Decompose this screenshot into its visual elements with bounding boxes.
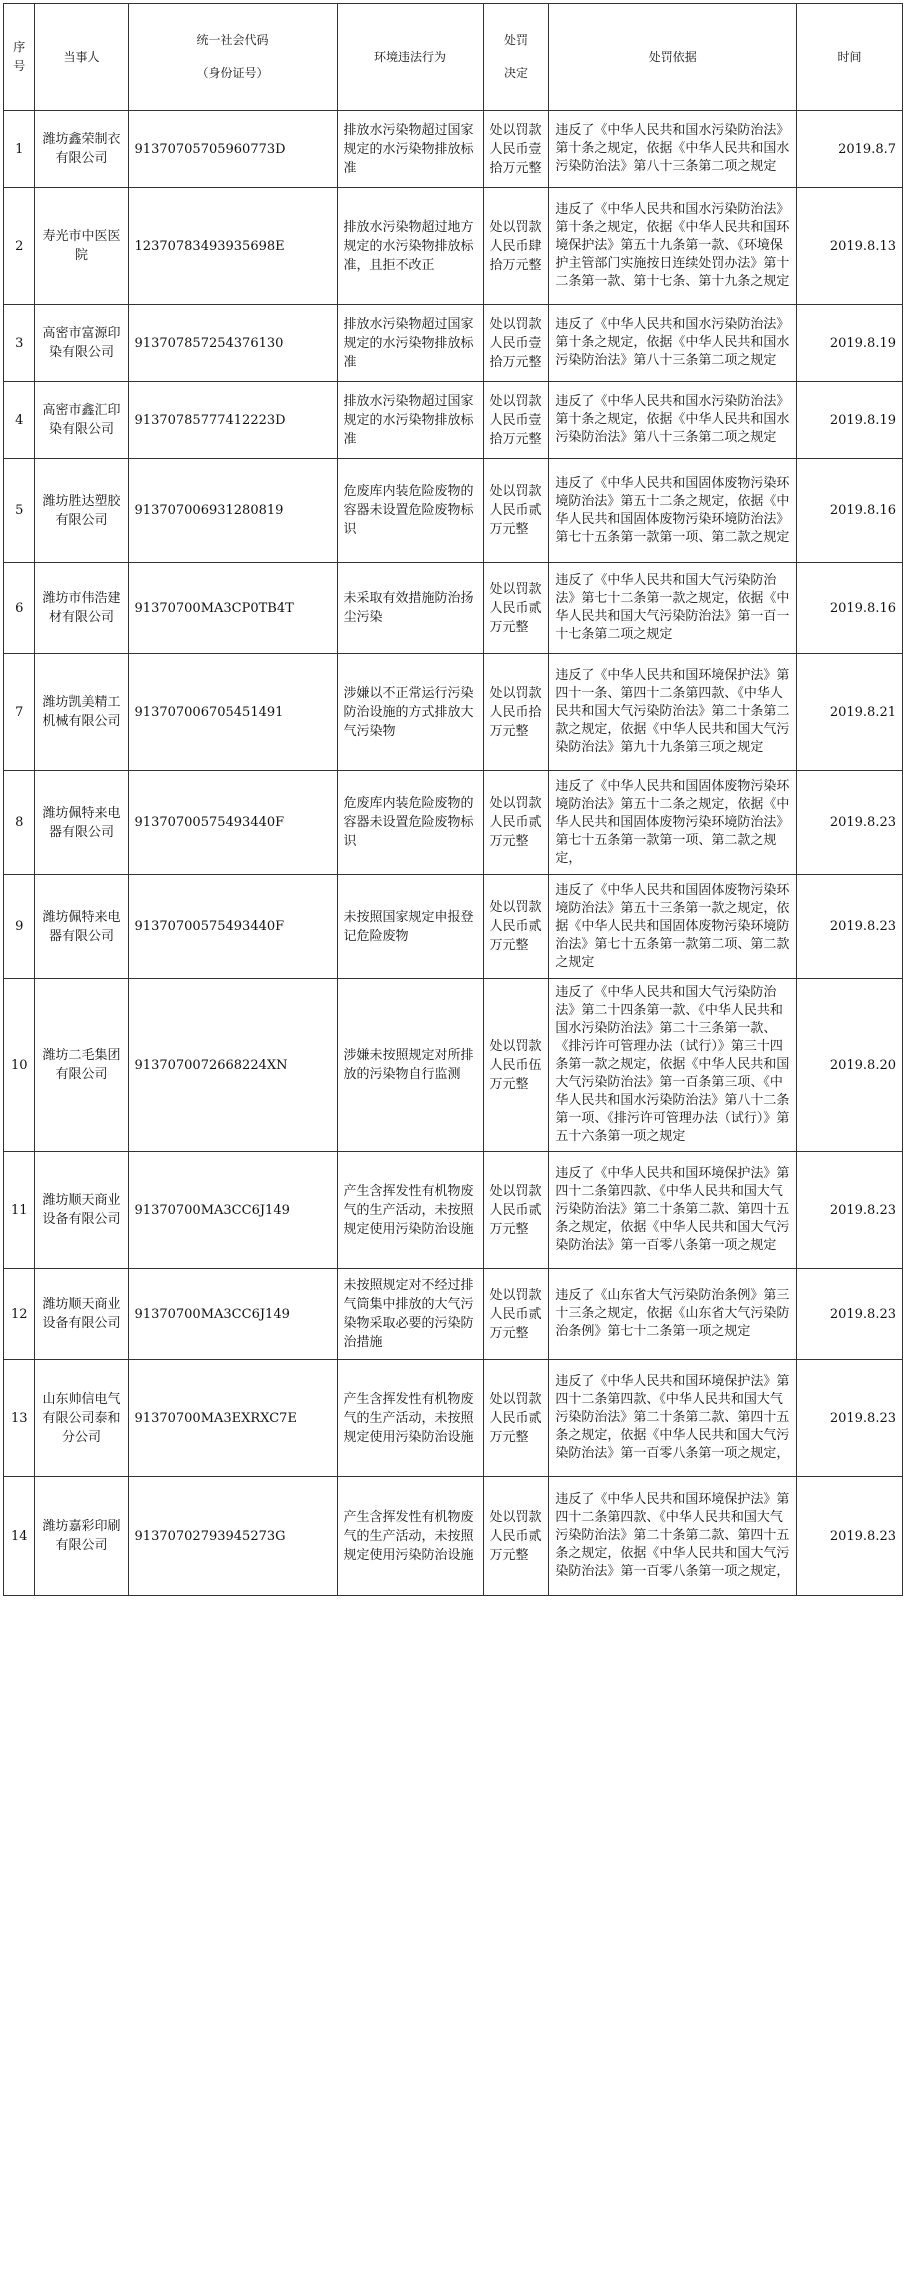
cell-date: 2019.8.23: [797, 1477, 903, 1596]
cell-date: 2019.8.20: [797, 979, 903, 1152]
cell-basis: 违反了《中华人民共和国水污染防治法》第十条之规定，依据《中华人民共和国水污染防治法》第八十三条第二项之规定: [549, 111, 797, 188]
cell-behavior: 排放水污染物超过国家规定的水污染物排放标准: [337, 382, 483, 459]
cell-date: 2019.8.23: [797, 771, 903, 875]
cell-date: 2019.8.23: [797, 1360, 903, 1477]
cell-no: 10: [4, 979, 35, 1152]
cell-behavior: 排放水污染物超过国家规定的水污染物排放标准: [337, 111, 483, 188]
cell-behavior: 产生含挥发性有机物废气的生产活动，未按照规定使用污染防治设施: [337, 1152, 483, 1269]
cell-basis: 违反了《中华人民共和国环境保护法》第四十二条第四款、《中华人民共和国大气污染防治法》第二十条第二款、第四十五条之规定，依据《中华人民共和国大气污染防治法》第一百零八条第一项之规定，: [549, 1360, 797, 1477]
cell-basis: 违反了《中华人民共和国环境保护法》第四十一条、第四十二条第四款、《中华人民共和国大气污染防治法》第二十条第二款之规定，依据《中华人民共和国大气污染防治法》第九十九条第三项之规定: [549, 654, 797, 771]
cell-no: 13: [4, 1360, 35, 1477]
cell-code: 91370705705960773D: [128, 111, 337, 188]
cell-no: 4: [4, 382, 35, 459]
cell-no: 14: [4, 1477, 35, 1596]
header-penalty-line1: 处罚: [503, 33, 528, 47]
cell-code: 12370783493935698E: [128, 188, 337, 305]
cell-code: 91370700MA3CP0TB4T: [128, 563, 337, 654]
cell-basis: 违反了《中华人民共和国水污染防治法》第十条之规定，依据《中华人民共和国水污染防治法》第八十三条第二项之规定: [549, 382, 797, 459]
cell-date: 2019.8.23: [797, 1152, 903, 1269]
cell-penalty: 处以罚款人民币伍万元整: [483, 979, 549, 1152]
cell-behavior: 涉嫌未按照规定对所排放的污染物自行监测: [337, 979, 483, 1152]
cell-party: 潍坊佩特来电器有限公司: [35, 771, 128, 875]
cell-penalty: 处以罚款人民币贰万元整: [483, 459, 549, 563]
cell-code: 91370700MA3CC6J149: [128, 1269, 337, 1360]
cell-code: 91370700726682​24XN: [128, 979, 337, 1152]
table-row: [4, 1269, 903, 1360]
cell-code: 91370785777412223D: [128, 382, 337, 459]
cell-date: 2019.8.21: [797, 654, 903, 771]
cell-basis: 违反了《中华人民共和国环境保护法》第四十二条第四款、《中华人民共和国大气污染防治法》第二十条第二款、第四十五条之规定，依据《中华人民共和国大气污染防治法》第一百零八条第一项之规定: [549, 1152, 797, 1269]
cell-behavior: 涉嫌以不正常运行污染防治设施的方式排放大气污染物: [337, 654, 483, 771]
cell-basis: 违反了《中华人民共和国水污染防治法》第十条之规定，依据《中华人民共和国环境保护法》第五十九条第一款、《环境保护主管部门实施按日连续处罚办法》第十二条第一款、第十七条、第十九条之规定: [549, 188, 797, 305]
table-row: [4, 459, 903, 563]
cell-no: 2: [4, 188, 35, 305]
cell-code: 91370700MA3EXRXC7E: [128, 1360, 337, 1477]
cell-party: 潍坊凯美精工机械有限公司: [35, 654, 128, 771]
penalty-table: [3, 3, 903, 1596]
cell-basis: 违反了《中华人民共和国大气污染防治法》第七十二条第一款之规定，依据《中华人民共和国大气污染防治法》第一百一十七条第二项之规定: [549, 563, 797, 654]
cell-date: 2019.8.19: [797, 305, 903, 382]
cell-no: 9: [4, 875, 35, 979]
cell-date: 2019.8.7: [797, 111, 903, 188]
cell-party: 潍坊二毛集团有限公司: [35, 979, 128, 1152]
cell-code: 913707857254376130: [128, 305, 337, 382]
cell-party: 潍坊顺天商业设备有限公司: [35, 1152, 128, 1269]
cell-party: 潍坊佩特来电器有限公司: [35, 875, 128, 979]
table-row: [4, 563, 903, 654]
cell-code: 913707006705451491: [128, 654, 337, 771]
cell-behavior: 排放水污染物超过国家规定的水污染物排放标准: [337, 305, 483, 382]
header-code-line2: （身份证号）: [196, 66, 269, 80]
cell-no: 11: [4, 1152, 35, 1269]
header-code: [128, 4, 337, 111]
header-code-line1: 统一社会代码: [196, 33, 269, 47]
cell-party: 潍坊嘉彩印刷有限公司: [35, 1477, 128, 1596]
cell-party: 潍坊鑫荣制衣有限公司: [35, 111, 128, 188]
table-row: [4, 382, 903, 459]
cell-basis: 违反了《中华人民共和国大气污染防治法》第二十四条第一款、《中华人民共和国水污染防治法》第二十三条第一款、《排污许可管理办法（试行）》第三十四条第一款之规定，依据《中华人民共和国大气污染防治法》第一百条第三项、《中华人民共和国水污染防治法》第八十二条第一项、《排污许可管理办法（试行）》第五十六条第一项之规定: [549, 979, 797, 1152]
cell-penalty: 处以罚款人民币贰万元整: [483, 1152, 549, 1269]
table-row: [4, 1360, 903, 1477]
cell-behavior: 未采取有效措施防治扬尘污染: [337, 563, 483, 654]
header-row: [4, 4, 903, 111]
cell-date: 2019.8.23: [797, 1269, 903, 1360]
table-row: [4, 305, 903, 382]
table-row: [4, 111, 903, 188]
cell-penalty: 处以罚款人民币壹拾万元整: [483, 111, 549, 188]
cell-no: 3: [4, 305, 35, 382]
table-row: [4, 1477, 903, 1596]
cell-penalty: 处以罚款人民币贰万元整: [483, 1269, 549, 1360]
cell-penalty: 处以罚款人民币拾万元整: [483, 654, 549, 771]
table-row: [4, 1152, 903, 1269]
cell-penalty: 处以罚款人民币壹拾万元整: [483, 305, 549, 382]
cell-behavior: 未按照国家规定申报登记危险废物: [337, 875, 483, 979]
cell-basis: 违反了《中华人民共和国环境保护法》第四十二条第四款、《中华人民共和国大气污染防治法》第二十条第二款、第四十五条之规定，依据《中华人民共和国大气污染防治法》第一百零八条第一项之规定，: [549, 1477, 797, 1596]
cell-date: 2019.8.16: [797, 459, 903, 563]
cell-party: 寿光市中医医院: [35, 188, 128, 305]
cell-no: 5: [4, 459, 35, 563]
cell-no: 8: [4, 771, 35, 875]
header-no: 序号: [4, 4, 35, 111]
cell-behavior: 排放水污染物超过地方规定的水污染物排放标准，且拒不改正: [337, 188, 483, 305]
cell-penalty: 处以罚款人民币肆拾万元整: [483, 188, 549, 305]
header-penalty: [483, 4, 549, 111]
cell-date: 2019.8.16: [797, 563, 903, 654]
cell-penalty: 处以罚款人民币壹拾万元整: [483, 382, 549, 459]
cell-no: 1: [4, 111, 35, 188]
cell-penalty: 处以罚款人民币贰万元整: [483, 1477, 549, 1596]
cell-code: 913707006931280819: [128, 459, 337, 563]
header-party: 当事人: [35, 4, 128, 111]
cell-basis: 违反了《中华人民共和国固体废物污染环境防治法》第五十二条之规定，依据《中华人民共和国固体废物污染环境防治法》第七十五条第一款第一项、第二款之规定: [549, 459, 797, 563]
cell-behavior: 产生含挥发性有机物废气的生产活动，未按照规定使用污染防治设施: [337, 1360, 483, 1477]
table-row: [4, 875, 903, 979]
cell-party: 潍坊顺天商业设备有限公司: [35, 1269, 128, 1360]
cell-party: 高密市富源印染有限公司: [35, 305, 128, 382]
cell-no: 6: [4, 563, 35, 654]
table-row: [4, 654, 903, 771]
header-behavior: 环境违法行为: [337, 4, 483, 111]
cell-penalty: 处以罚款人民币贰万元整: [483, 563, 549, 654]
cell-party: 山东帅信电气有限公司泰和分公司: [35, 1360, 128, 1477]
cell-behavior: 未按照规定对不经过排气筒集中排放的大气污染物采取必要的污染防治措施: [337, 1269, 483, 1360]
cell-code: 91370700575493440F: [128, 875, 337, 979]
cell-code: 91370700575493440F: [128, 771, 337, 875]
header-basis: 处罚依据: [549, 4, 797, 111]
cell-date: 2019.8.23: [797, 875, 903, 979]
cell-behavior: 产生含挥发性有机物废气的生产活动，未按照规定使用污染防治设施: [337, 1477, 483, 1596]
table-row: [4, 188, 903, 305]
cell-no: 12: [4, 1269, 35, 1360]
cell-basis: 违反了《山东省大气污染防治条例》第三十三条之规定，依据《山东省大气污染防治条例》第七十二条第一项之规定: [549, 1269, 797, 1360]
cell-penalty: 处以罚款人民币贰万元整: [483, 875, 549, 979]
header-date: 时间: [797, 4, 903, 111]
header-penalty-line2: 决定: [503, 66, 528, 80]
cell-penalty: 处以罚款人民币贰万元整: [483, 771, 549, 875]
cell-basis: 违反了《中华人民共和国固体废物污染环境防治法》第五十二条之规定，依据《中华人民共和国固体废物污染环境防治法》第七十五条第一款第一项、第二款之规定，: [549, 771, 797, 875]
table-row: [4, 771, 903, 875]
cell-basis: 违反了《中华人民共和国水污染防治法》第十条之规定，依据《中华人民共和国水污染防治法》第八十三条第二项之规定: [549, 305, 797, 382]
cell-behavior: 危废库内装危险废物的容器未设置危险废物标识: [337, 771, 483, 875]
cell-no: 7: [4, 654, 35, 771]
cell-party: 高密市鑫汇印染有限公司: [35, 382, 128, 459]
cell-code: 91370700MA3CC6J149: [128, 1152, 337, 1269]
cell-penalty: 处以罚款人民币贰万元整: [483, 1360, 549, 1477]
cell-basis: 违反了《中华人民共和国固体废物污染环境防治法》第五十三条第一款之规定，依据《中华人民共和国固体废物污染环境防治法》第七十五条第一款第二项、第二款之规定: [549, 875, 797, 979]
cell-party: 潍坊胜达塑胶有限公司: [35, 459, 128, 563]
cell-behavior: 危废库内装危险废物的容器未设置危险废物标识: [337, 459, 483, 563]
cell-party: 潍坊市伟浩建材有限公司: [35, 563, 128, 654]
cell-date: 2019.8.19: [797, 382, 903, 459]
cell-code: 91370702793945273G: [128, 1477, 337, 1596]
table-row: [4, 979, 903, 1152]
cell-date: 2019.8.13: [797, 188, 903, 305]
